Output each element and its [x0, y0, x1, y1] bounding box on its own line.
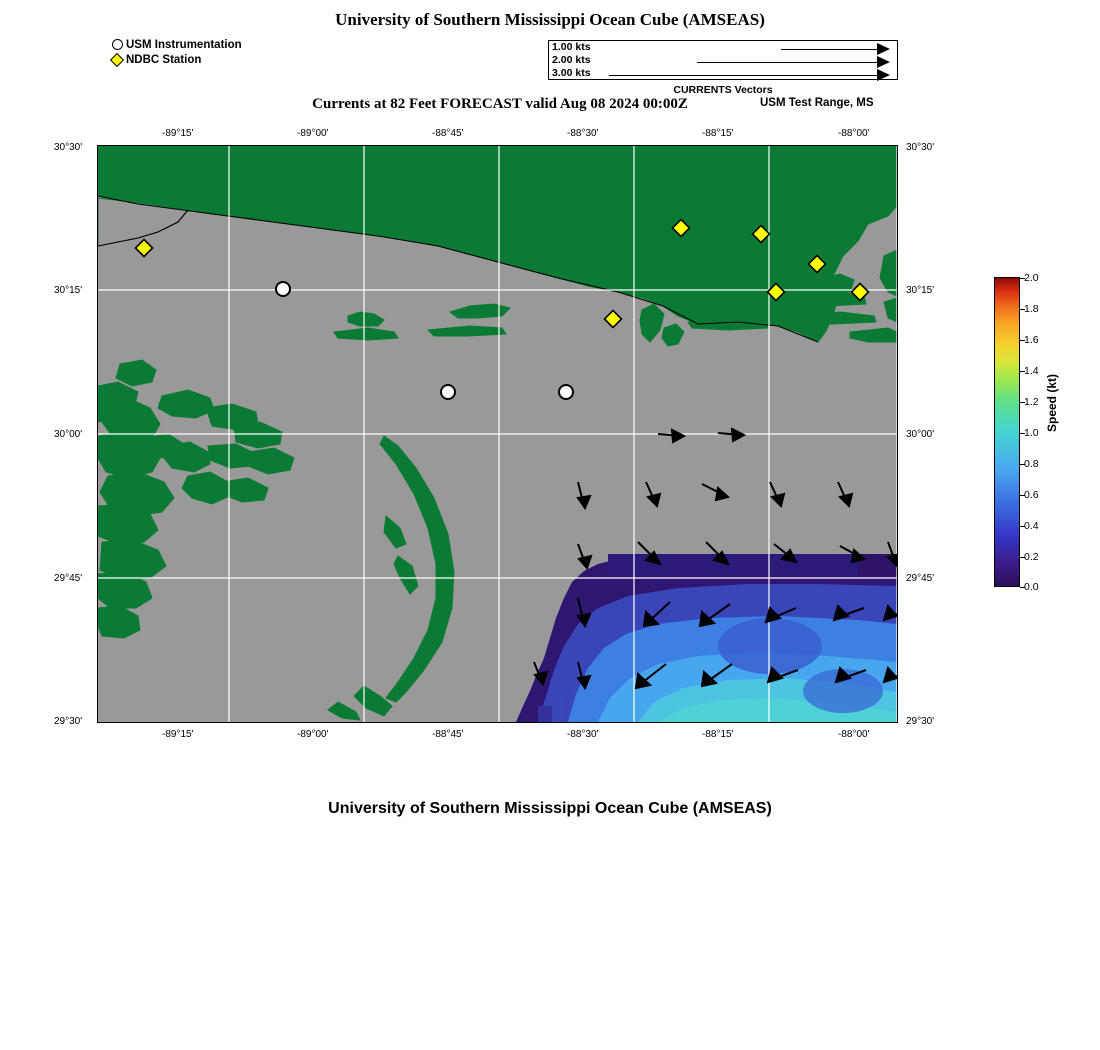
- vector-key-line-3: [609, 75, 879, 76]
- map-canvas: [98, 146, 897, 722]
- y-tick-right-3: 29°45': [906, 573, 935, 584]
- vector-scale-key: [548, 40, 898, 80]
- vector-key-arrowhead-1: [877, 43, 890, 55]
- vector-key-label-1: 1.00 kts: [552, 41, 591, 53]
- x-tick-bottom-3: -88°30': [567, 729, 599, 740]
- y-tick-left-1: 30°15': [54, 285, 83, 296]
- y-tick-right-4: 29°30': [906, 716, 935, 727]
- legend-label-usm: USM Instrumentation: [126, 38, 242, 51]
- colorbar-label-5: 1.0: [1024, 427, 1039, 439]
- x-tick-bottom-2: -88°45': [432, 729, 464, 740]
- x-tick-top-0: -89°15': [162, 128, 194, 139]
- colorbar-label-2: 1.6: [1024, 334, 1039, 346]
- x-tick-top-2: -88°45': [432, 128, 464, 139]
- colorbar-label-7: 0.6: [1024, 489, 1039, 501]
- speed-colorbar: [994, 277, 1020, 587]
- vector-key-line-2: [697, 62, 879, 63]
- vector-key-caption: CURRENTS Vectors: [673, 84, 773, 96]
- vector-key-row-2: [549, 55, 899, 68]
- y-tick-right-0: 30°30': [906, 142, 935, 153]
- colorbar-title: Speed (kt): [1045, 373, 1059, 432]
- x-tick-bottom-4: -88°15': [702, 729, 734, 740]
- x-tick-top-3: -88°30': [567, 128, 599, 139]
- bottom-title: University of Southern Mississippi Ocean Cube (AMSEAS): [328, 800, 772, 817]
- y-tick-left-2: 30°00': [54, 429, 83, 440]
- colorbar-label-3: 1.4: [1024, 365, 1039, 377]
- colorbar-label-1: 1.8: [1024, 303, 1039, 315]
- colorbar-label-0: 2.0: [1024, 272, 1039, 284]
- legend-item-ndbc: [108, 52, 242, 67]
- ndbc-station-icon: [108, 55, 126, 65]
- vector-key-row-1: [549, 42, 899, 55]
- vector-key-arrowhead-2: [877, 56, 890, 68]
- y-tick-right-2: 30°00': [906, 429, 935, 440]
- forecast-subtitle: Currents at 82 Feet FORECAST valid Aug 08 2024 00:00Z: [312, 96, 688, 112]
- y-tick-left-3: 29°45': [54, 573, 83, 584]
- colorbar-label-8: 0.4: [1024, 520, 1039, 532]
- vector-key-line-1: [781, 49, 879, 50]
- x-tick-bottom-0: -89°15': [162, 729, 194, 740]
- symbol-legend: [108, 37, 242, 67]
- x-tick-top-1: -89°00': [297, 128, 329, 139]
- colorbar-label-9: 0.2: [1024, 551, 1039, 563]
- vector-key-label-2: 2.00 kts: [552, 54, 591, 66]
- map-plot-area[interactable]: [97, 145, 898, 723]
- vector-key-row-3: [549, 68, 899, 81]
- vector-key-label-3: 3.00 kts: [552, 67, 591, 79]
- legend-label-ndbc: NDBC Station: [126, 53, 202, 66]
- vector-key-arrowhead-3: [877, 69, 890, 81]
- y-tick-right-1: 30°15': [906, 285, 935, 296]
- x-tick-top-5: -88°00': [838, 128, 870, 139]
- x-tick-top-4: -88°15': [702, 128, 734, 139]
- x-tick-bottom-5: -88°00': [838, 729, 870, 740]
- x-tick-bottom-1: -89°00': [297, 729, 329, 740]
- colorbar-label-10: 0.0: [1024, 581, 1039, 593]
- main-title: University of Southern Mississippi Ocean Cube (AMSEAS): [335, 10, 765, 29]
- usm-instrumentation-icon: [108, 39, 126, 50]
- colorbar-label-4: 1.2: [1024, 396, 1039, 408]
- range-label: USM Test Range, MS: [760, 97, 874, 109]
- y-tick-left-0: 30°30': [54, 142, 83, 153]
- y-tick-left-4: 29°30': [54, 716, 83, 727]
- legend-item-usm: [108, 37, 242, 52]
- colorbar-label-6: 0.8: [1024, 458, 1039, 470]
